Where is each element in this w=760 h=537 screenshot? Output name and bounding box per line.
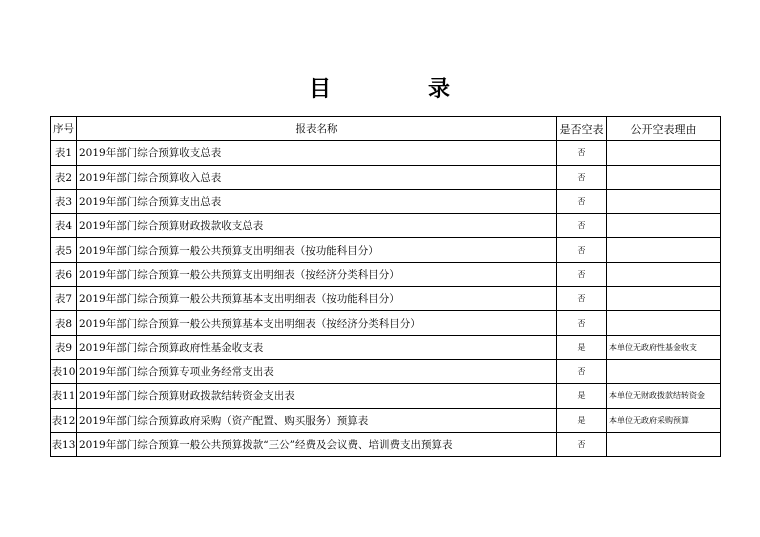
table-row <box>51 359 721 383</box>
table-row <box>51 311 721 335</box>
row-name: 2019年部门综合预算收入总表 <box>77 165 557 189</box>
row-no: 表7 <box>51 287 77 311</box>
table-row <box>51 214 721 238</box>
table-row <box>51 384 721 408</box>
header-no: 序号 <box>51 117 77 141</box>
page-title <box>0 74 760 104</box>
table-row <box>51 189 721 213</box>
row-name: 2019年部门综合预算收支总表 <box>77 141 557 165</box>
row-is-empty: 否 <box>557 165 607 189</box>
row-is-empty: 是 <box>557 335 607 359</box>
title-char-2: 录 <box>428 76 451 102</box>
row-is-empty: 否 <box>557 311 607 335</box>
row-reason: 本单位无政府性基金收支 <box>607 335 721 359</box>
row-name: 2019年部门综合预算一般公共预算支出明细表（按功能科目分） <box>77 238 557 262</box>
row-reason: 本单位无政府采购预算 <box>607 408 721 432</box>
row-is-empty: 否 <box>557 359 607 383</box>
row-name: 2019年部门综合预算一般公共预算基本支出明细表（按经济分类科目分） <box>77 311 557 335</box>
row-no: 表5 <box>51 238 77 262</box>
row-name: 2019年部门综合预算专项业务经常支出表 <box>77 359 557 383</box>
row-is-empty: 否 <box>557 189 607 213</box>
row-name: 2019年部门综合预算财政拨款结转资金支出表 <box>77 384 557 408</box>
table-row <box>51 432 721 456</box>
row-reason <box>607 214 721 238</box>
row-is-empty: 否 <box>557 287 607 311</box>
row-name: 2019年部门综合预算支出总表 <box>77 189 557 213</box>
header-is-empty: 是否空表 <box>557 117 607 141</box>
row-name: 2019年部门综合预算一般公共预算拨款“三公”经费及会议费、培训费支出预算表 <box>77 432 557 456</box>
table-row <box>51 262 721 286</box>
row-reason <box>607 189 721 213</box>
title-char-1: 目 <box>309 76 332 102</box>
row-reason <box>607 359 721 383</box>
row-name: 2019年部门综合预算一般公共预算支出明细表（按经济分类科目分） <box>77 262 557 286</box>
table-header-row <box>51 117 721 141</box>
row-no: 表6 <box>51 262 77 286</box>
table-row <box>51 335 721 359</box>
row-is-empty: 是 <box>557 384 607 408</box>
row-reason <box>607 262 721 286</box>
row-reason <box>607 141 721 165</box>
table-row <box>51 238 721 262</box>
row-is-empty: 否 <box>557 238 607 262</box>
row-reason <box>607 165 721 189</box>
row-reason <box>607 287 721 311</box>
row-is-empty: 是 <box>557 408 607 432</box>
row-no: 表8 <box>51 311 77 335</box>
row-no: 表12 <box>51 408 77 432</box>
row-no: 表2 <box>51 165 77 189</box>
row-no: 表10 <box>51 359 77 383</box>
row-no: 表9 <box>51 335 77 359</box>
table-row <box>51 287 721 311</box>
row-reason <box>607 432 721 456</box>
row-reason <box>607 311 721 335</box>
row-name: 2019年部门综合预算政府性基金收支表 <box>77 335 557 359</box>
table-row <box>51 165 721 189</box>
row-reason: 本单位无财政拨款结转资金 <box>607 384 721 408</box>
table-row <box>51 141 721 165</box>
catalog-table <box>50 116 721 457</box>
row-no: 表13 <box>51 432 77 456</box>
header-name: 报表名称 <box>77 117 557 141</box>
table-row <box>51 408 721 432</box>
row-reason <box>607 238 721 262</box>
row-no: 表11 <box>51 384 77 408</box>
row-no: 表1 <box>51 141 77 165</box>
row-is-empty: 否 <box>557 262 607 286</box>
row-is-empty: 否 <box>557 214 607 238</box>
row-no: 表4 <box>51 214 77 238</box>
row-name: 2019年部门综合预算财政拨款收支总表 <box>77 214 557 238</box>
row-name: 2019年部门综合预算政府采购（资产配置、购买服务）预算表 <box>77 408 557 432</box>
header-reason: 公开空表理由 <box>607 117 721 141</box>
row-name: 2019年部门综合预算一般公共预算基本支出明细表（按功能科目分） <box>77 287 557 311</box>
row-is-empty: 否 <box>557 141 607 165</box>
row-no: 表3 <box>51 189 77 213</box>
row-is-empty: 否 <box>557 432 607 456</box>
